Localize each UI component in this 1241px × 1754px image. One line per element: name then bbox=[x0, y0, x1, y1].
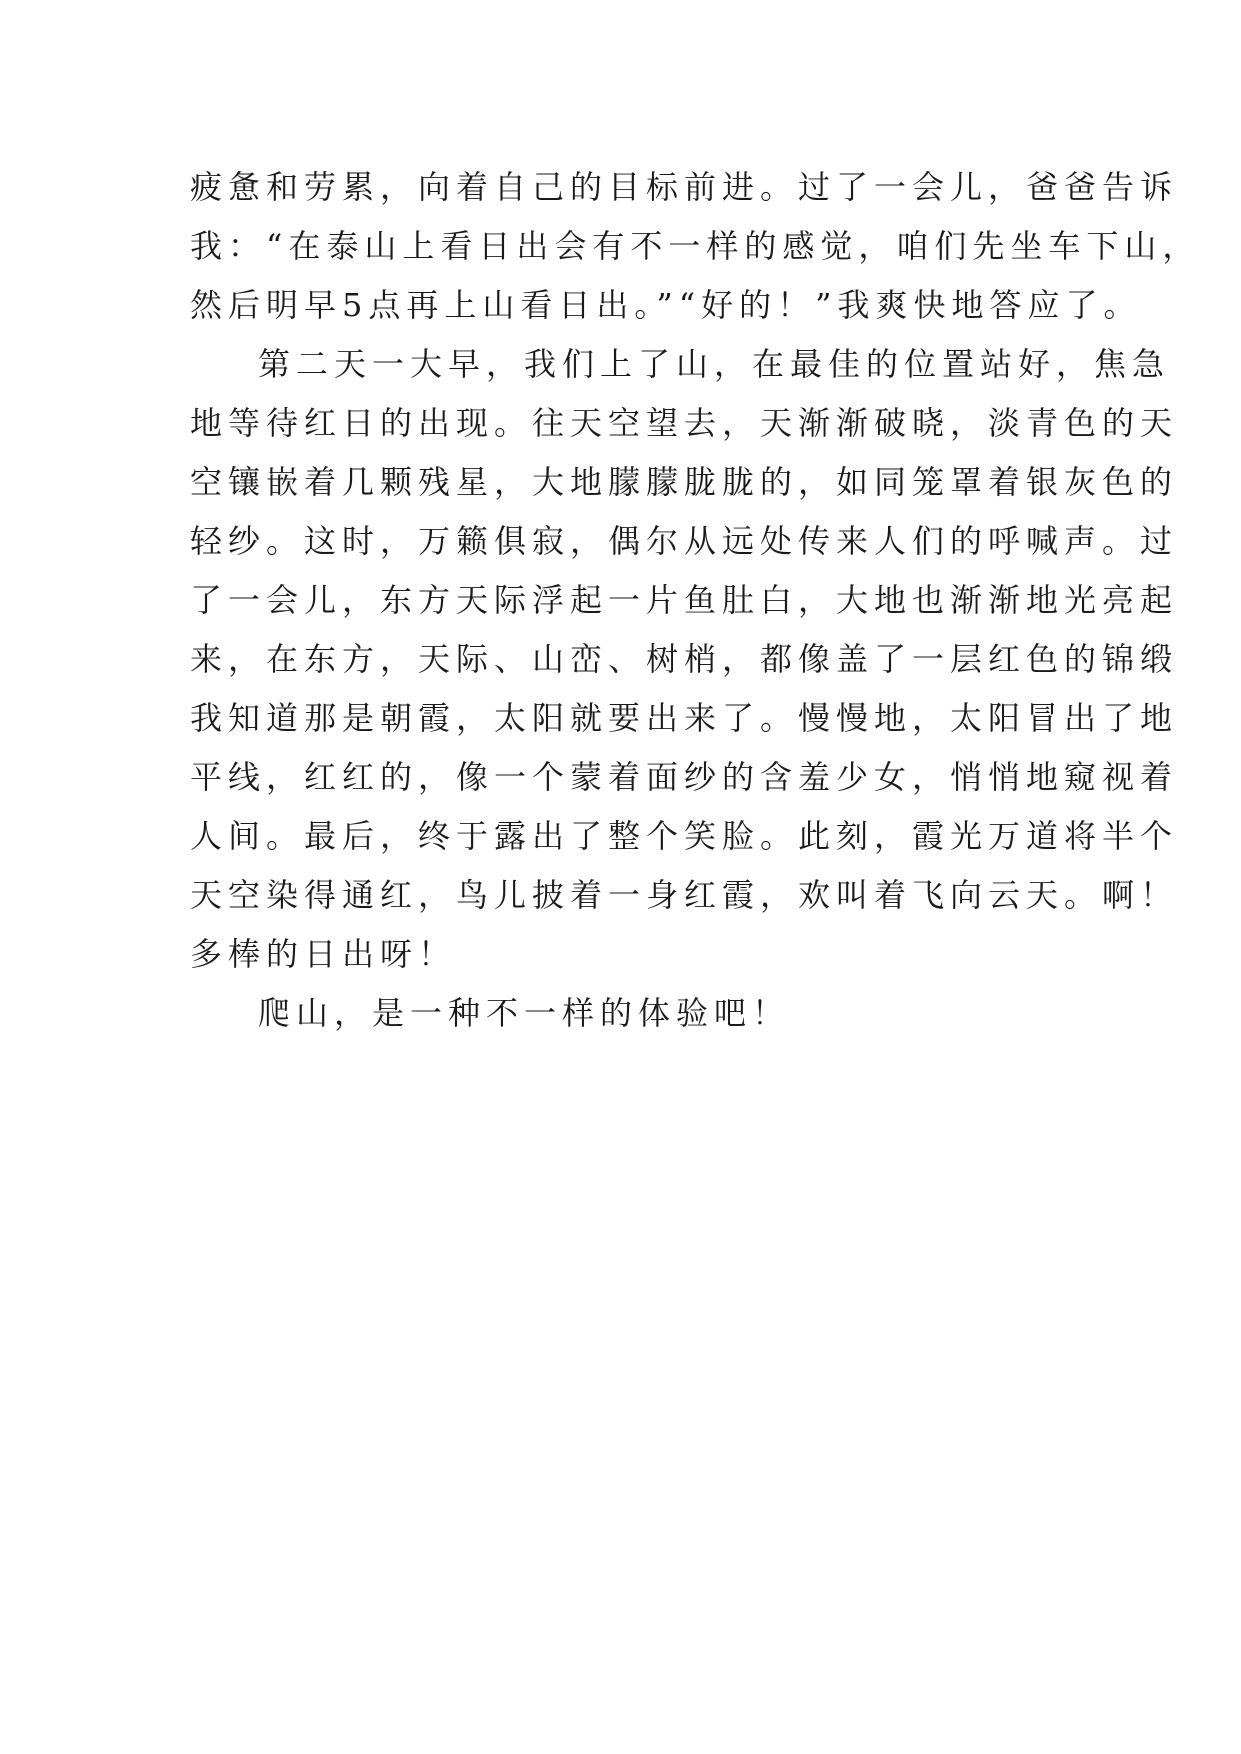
text-line: 爬山，是一种不一样的体验吧！ bbox=[258, 994, 791, 1032]
essay-body bbox=[190, 158, 1201, 1043]
paragraph-2 bbox=[190, 335, 1179, 984]
text-line: 地等待红日的出现。往天空望去，天渐渐破晓，淡青色的天 bbox=[190, 404, 1179, 442]
text-line: 了一会儿，东方天际浮起一片鱼肚白，大地也渐渐地光亮起 bbox=[190, 581, 1179, 619]
text-line: 空镶嵌着几颗残星，大地朦朦胧胧的，如同笼罩着银灰色的 bbox=[190, 463, 1179, 501]
paragraph-3 bbox=[190, 984, 1070, 1043]
text-line: 我知道那是朝霞，太阳就要出来了。慢慢地，太阳冒出了地 bbox=[190, 699, 1179, 737]
text-line: 多棒的日出呀！ bbox=[190, 935, 457, 973]
text-line: 人间。最后，终于露出了整个笑脸。此刻，霞光万道将半个 bbox=[190, 817, 1179, 855]
text-line: 轻纱。这时，万籁俱寂，偶尔从远处传来人们的呼喊声。过 bbox=[190, 522, 1179, 560]
text-line: 疲惫和劳累，向着自己的目标前进。过了一会儿，爸爸告诉 bbox=[190, 168, 1179, 206]
text-line: 来，在东方，天际、山峦、树梢，都像盖了一层红色的锦缎 bbox=[190, 640, 1179, 678]
text-line: 我：“在泰山上看日出会有不一样的感觉，咱们先坐车下山， bbox=[190, 227, 1201, 265]
text-line: 第二天一大早，我们上了山，在最佳的位置站好，焦急 bbox=[258, 345, 1171, 383]
text-line: 天空染得通红，鸟儿披着一身红霞，欢叫着飞向云天。啊！ bbox=[190, 876, 1179, 914]
text-line: 然后明早5点再上山看日出。”“好的！”我爽快地答应了。 bbox=[190, 286, 1142, 324]
paragraph-1 bbox=[190, 158, 1201, 335]
text-line: 平线，红红的，像一个蒙着面纱的含羞少女，悄悄地窥视着 bbox=[190, 758, 1179, 796]
